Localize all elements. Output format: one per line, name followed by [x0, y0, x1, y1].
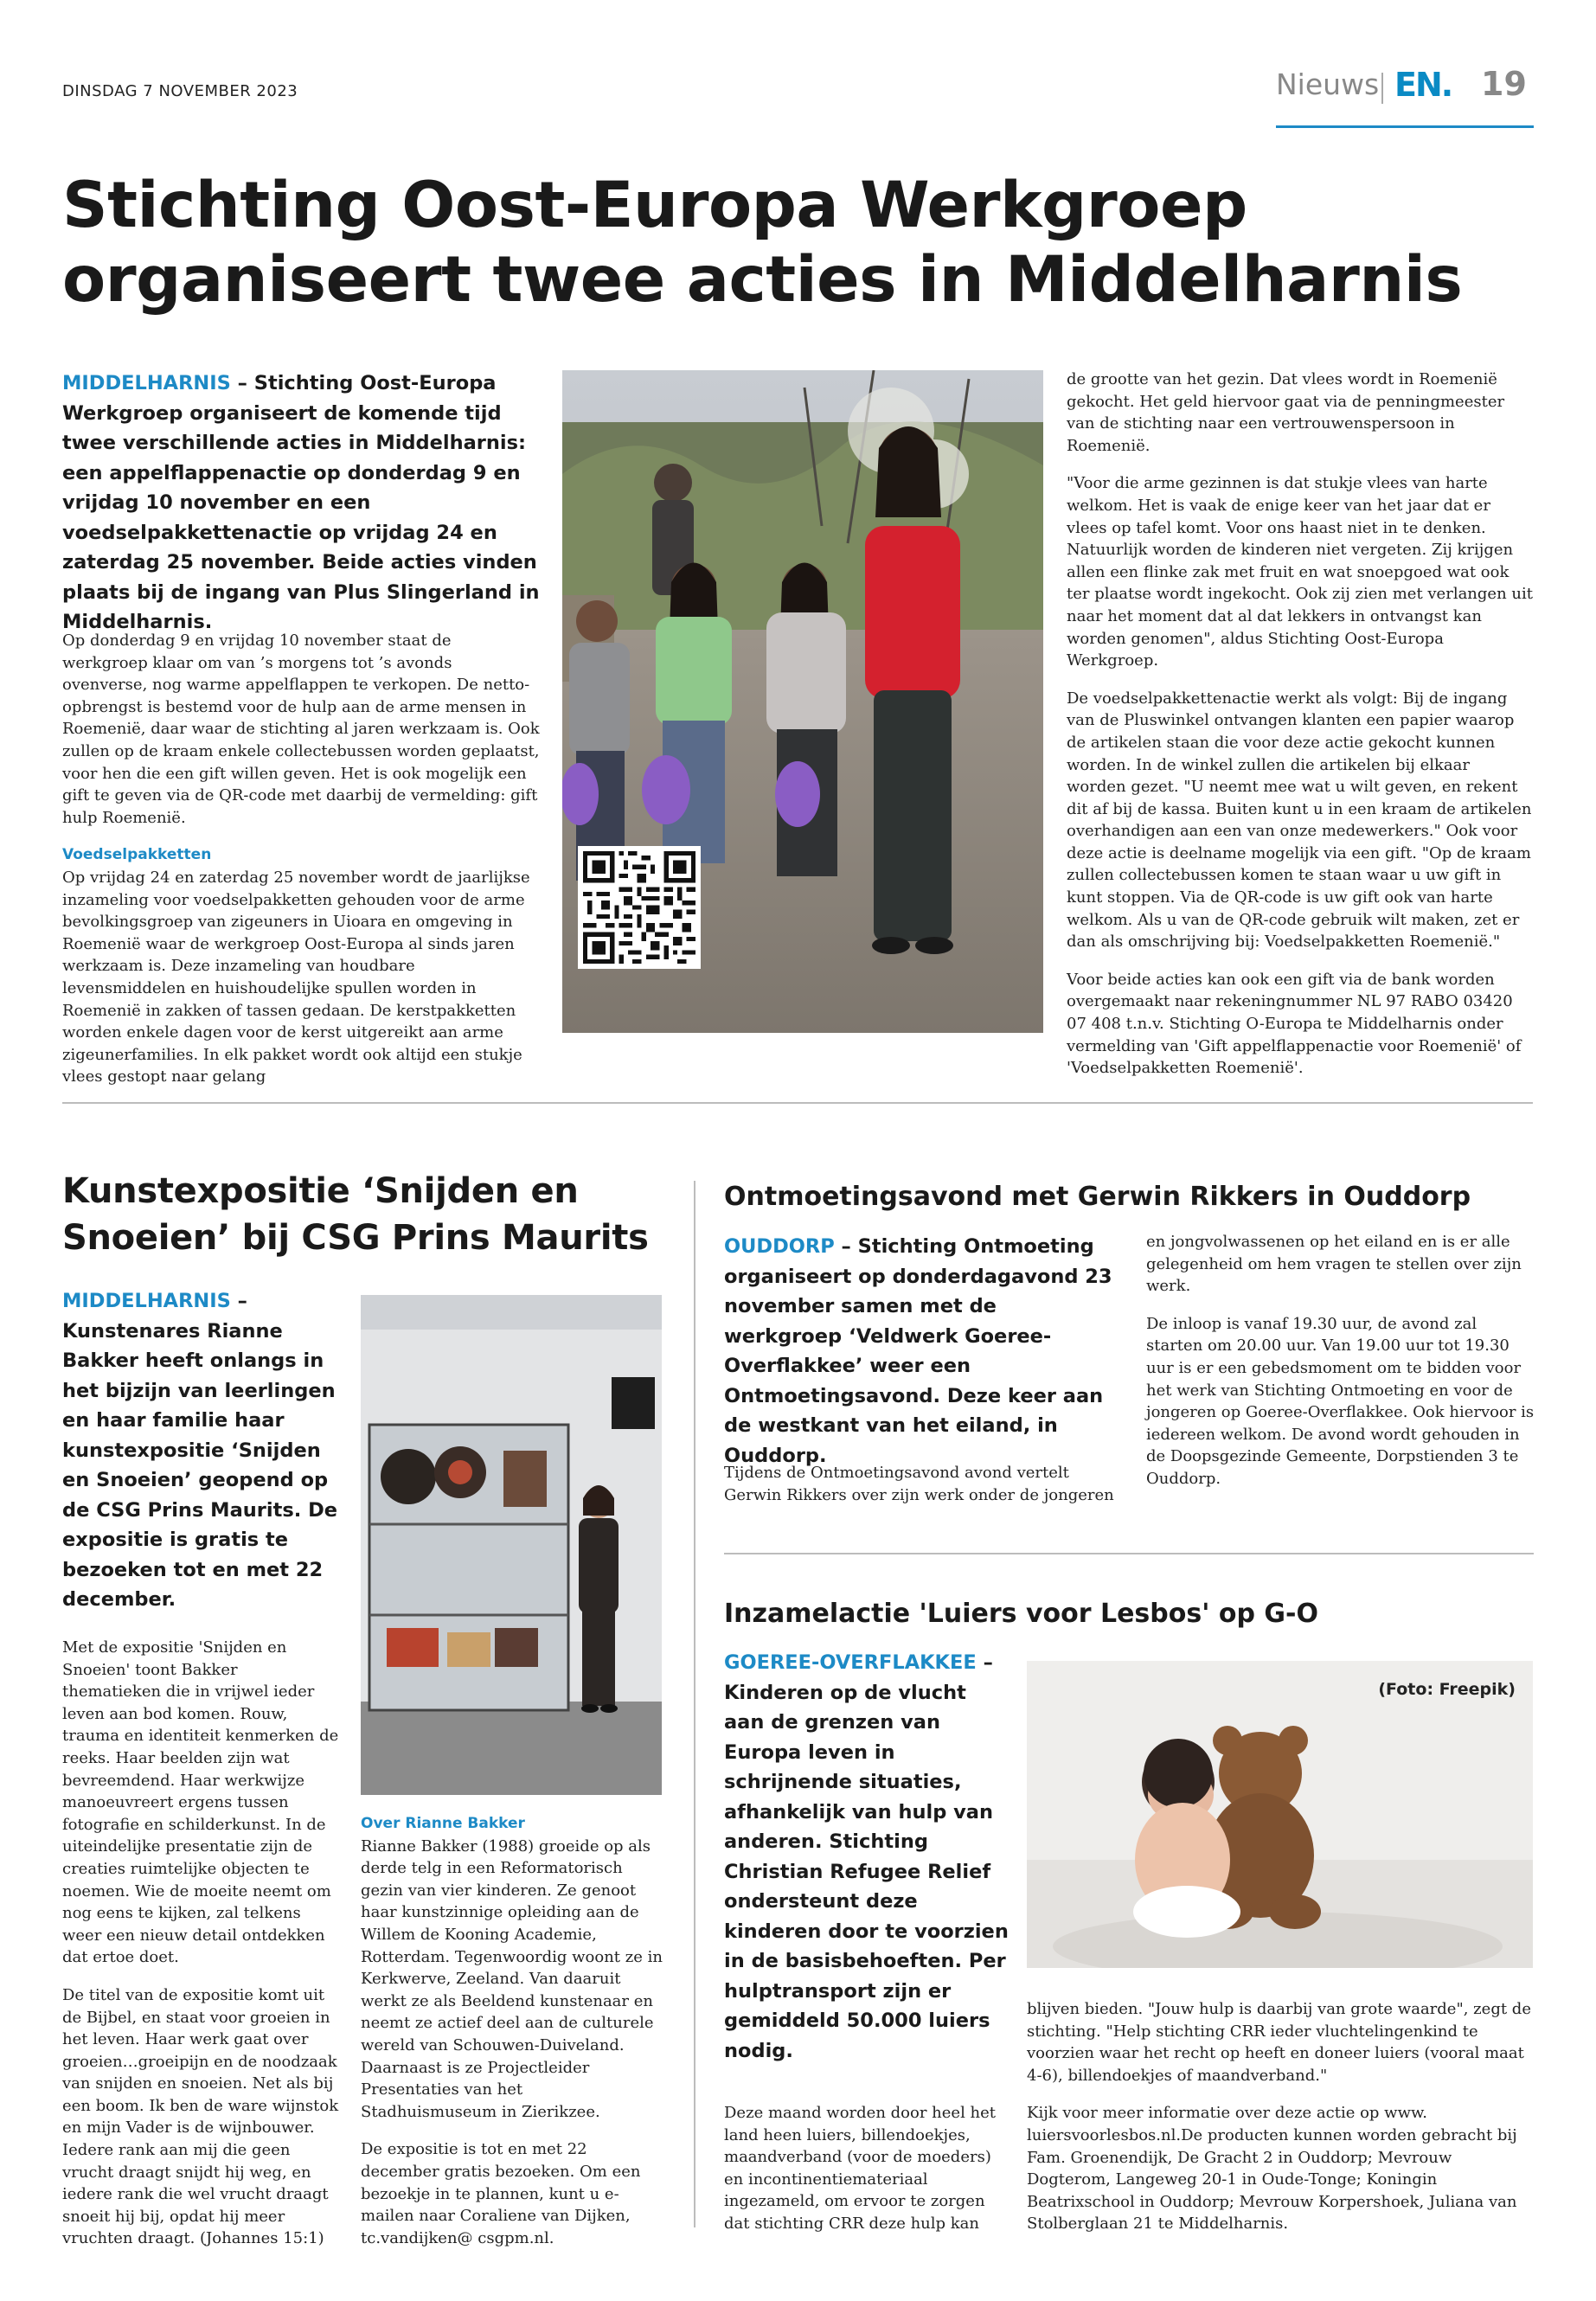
article1-col3	[1067, 369, 1534, 1095]
article1-lead-text: Stichting Oost-Europa Werkgroep organiseert de komende tijd twee verschillende acties in Middelharnis: een appelflappenactie op donderdag 9 en vrijdag 10 november en een voedselpakkettenactie op vrijdag 24 en zaterdag 25 november. Beide acties vinden plaats bij de ingang van Plus Slingerland in Middelharnis.	[62, 372, 540, 633]
article1-p4: "Voor die arme gezinnen is dat stukje vlees van harte welkom. Het is vaak de enige keer van het jaar dat er vlees op tafel komt. Voor ons haast niet in te denken. Natuurlijk worden de kinderen niet vergeten. Zij krijgen allen een flinke zak met fruit en wat snoepgoed wat ook ter plaatse wordt ingekocht. Ook zij zien met verlangen uit naar het moment dat al dat lekkers in ontvangst kan worden genomen", aldus Stichting Oost-Europa Werkgroep.	[1067, 474, 1533, 670]
article2-col2	[361, 1813, 663, 2265]
article4-p2: blijven bieden. "Jouw hulp is daarbij van grote waarde", zegt de stichting. "Help stichting CRR ieder vluchtelingenkind te voorzien waar het recht op heeft en doneer luiers (vooral maat 4-6), billendoekjes of maandverband."	[1027, 2000, 1531, 2085]
article4-p3: Kijk voor meer informatie over deze actie op www. luiersvoorlesbos.nl.De producten kunnen worden gebracht bij Fam. Groenendijk, De Gracht 2 in Ouddorp; Mevrouw Dogterom, Langeweg 20-1 in Oude-Tonge; Koningin Beatrixschool in Ouddorp; Mevrouw Korpershoek, Juliana van Stolberglaan 21 te Middelharnis.	[1027, 2104, 1517, 2234]
article3-lead-text: Stichting Ontmoeting organiseert op donderdagavond 23 november samen met de werkgroep ‘Veldwerk Goeree-Overflakkee’ weer een Ontmoetingsavond. Deze keer aan de westkant van het eiland, in Ouddorp.	[724, 1235, 1112, 1467]
header-rule	[1276, 125, 1534, 128]
article1-photo	[562, 370, 1043, 1033]
article1-p2: Op vrijdag 24 en zaterdag 25 november wordt de jaarlijkse inzameling voor voedselpakketten gehouden voor de arme bevolkingsgroep van zigeuners in Uioara en omgeving in Roemenië waar de werkgroep Oost-Europa al sinds jaren werkzaam is. Deze inzameling van houdbare levensmiddelen en huishoudelijke spullen worden in Roemenië in zakken of tassen gedaan. De kerstpakketten worden enkele dagen voor de kerst uitgereikt aan arme zigeunerfamilies. In elk pakket wordt ook altijd een stukje vlees gestopt naar gelang	[62, 868, 530, 1086]
article3-p1: Tijdens de Ontmoetingsavond avond vertelt Gerwin Rikkers over zijn werk onder de jongeren	[724, 1464, 1114, 1504]
article2-p1: Met de expositie 'Snijden en Snoeien' toont Bakker thematieken die in vrijwel ieder leven aan bod komen. Rouw, trauma en identiteit kenmerken de reeks. Haar beelden zijn wat bevreemdend. Haar werkwijze manoeuvreert ergens tussen fotografie en schilderkunst. In de uiteindelijke presentatie zijn de creaties ruimtelijke objecten te noemen. Wie de moeite neemt om nog eens te kijken, zal telkens weer een nieuw detail ontdekken dat ertoe doet.	[62, 1638, 339, 1967]
article3-headline: Ontmoetingsavond met Gerwin Rikkers in Ouddorp	[724, 1182, 1471, 1212]
article-divider	[724, 1553, 1534, 1554]
article1-subhead: Voedselpakketten	[62, 846, 212, 864]
article1-p6: Voor beide acties kan ook een gift via de bank worden overgemaakt naar rekeningnummer NL 97 RABO 03420 07 408 t.n.v. Stichting O-Europa te Middelharnis onder vermelding van 'Gift appelflappenactie voor Roemenië' of 'Voedselpakketten Roemenië'.	[1067, 970, 1522, 1078]
article1-dateline: MIDDELHARNIS	[62, 372, 231, 394]
section-divider	[62, 1102, 1533, 1104]
article2-headline-line2: Snoeien’ bij CSG Prins Maurits	[62, 1218, 649, 1258]
article2-subhead: Over Rianne Bakker	[361, 1815, 525, 1832]
article1-p5: De voedselpakkettenactie werkt als volgt: Bij de ingang van de Pluswinkel ontvangen klanten een papier waarop de artikelen staan die voor deze actie gekocht kunnen worden. In de winkel zullen die artikelen bij elkaar worden gezet. "U neemt mee wat u wilt geven, en rekent dit af bij de kassa. Buiten kunt u in een kraam de artikelen overhandigen aan een van onze medewerkers." Ook voor deze actie is deelname mogelijk via een gift. "Op de kraam zullen collectebussen komen te staan waar u uw gift in kunt stoppen. Via de QR-code is uw gift ook van harte welkom. Als u van de QR-code gebruik wilt maken, zet er dan als omschrijving bij: Voedselpakketten Roemenië."	[1067, 689, 1532, 952]
article3-dateline: OUDDORP	[724, 1235, 835, 1258]
article2-headline	[62, 1168, 676, 1261]
article1-p3: de grootte van het gezin. Dat vlees wordt in Roemenië gekocht. Het geld hiervoor gaat via de penningmeester van de stichting naar een vertrouwenspersoon in Roemenië.	[1067, 370, 1505, 455]
newspaper-logo: EN.	[1394, 66, 1452, 104]
article3-p3: De inloop is vanaf 19.30 uur, de avond zal starten om 20.00 uur. Van 19.00 uur tot 19.30 uur is er een gebedsmoment om te bidden voor het werk van Stichting Ontmoeting en voor de jongeren op Goeree-Overflakkee. Ook hiervoor is iedereen welkom. De avond wordt gehouden in de Doopsgezinde Gemeente, Dorpstienden 3 te Ouddorp.	[1146, 1314, 1535, 1488]
article4-col2	[1027, 1998, 1533, 2251]
article2-p4: De expositie is tot en met 22 december gratis bezoeken. Om een bezoekje in te plannen, kunt u e-mailen naar Coraliene van Dijken, tc.vandijken@ csgpm.nl.	[361, 2140, 641, 2247]
page-number: 19	[1481, 65, 1527, 103]
article4-lead: GOEREE-OVERFLAKKEE – Kinderen op de vlucht aan de grenzen van Europa leven in schrijnende situaties, afhankelijk van hulp van anderen. Stichting Christian Refugee Relief ondersteunt deze kinderen door te voorzien in de basisbehoeften. Per hulptransport zijn er gemiddeld 50.000 luiers nodig.	[724, 1651, 1009, 2062]
article1-lead: MIDDELHARNIS – Stichting Oost-Europa Werkgroep organiseert de komende tijd twee verschillende acties in Middelharnis: een appelflappenactie op donderdag 9 en vrijdag 10 november en een voedselpakkettenactie op vrijdag 24 en zaterdag 25 november. Beide acties vinden plaats bij de ingang van Plus Slingerland in Middelharnis.	[62, 372, 540, 633]
article1-headline	[62, 169, 1533, 317]
article2-col1	[62, 1637, 341, 2266]
article2-p2: De titel van de expositie komt uit de Bijbel, en staat voor groeien in het leven. Haar werk gaat over groeien…groeipijn en de noodzaak van snijden en snoeien. Net als bij een boom. Ik ben de ware wijnstok en mijn Vader is de wijnbouwer. Iedere rank aan mij die geen vrucht draagt snijdt hij weg, en iedere rank die wel vrucht draagt snoeit hij bij, opdat hij meer vruchten draagt. (Johannes 15:1)	[62, 1985, 339, 2248]
article2-lead: MIDDELHARNIS – Kunstenares Rianne Bakker heeft onlangs in het bijzijn van leerlingen en haar familie haar kunstexpositie ‘Snijden en Snoeien’ geopend op de CSG Prins Maurits. De expositie is gratis te bezoeken tot en met 22 december.	[62, 1290, 338, 1611]
article4-photo	[1027, 1661, 1533, 1968]
column-divider	[694, 1181, 695, 2227]
qr-code-icon	[578, 846, 701, 969]
article1-headline-line1: Stichting Oost-Europa Werkgroep	[62, 169, 1247, 242]
article2-headline-line1: Kunstexpositie ‘Snijden en	[62, 1171, 579, 1211]
header-divider	[1381, 73, 1383, 104]
article4-dateline: GOEREE-OVERFLAKKEE	[724, 1651, 977, 1674]
article3-p2: en jongvolwassenen op het eiland en is er alle gelegenheid om hem vragen te stellen over zijn werk.	[1146, 1233, 1522, 1296]
article1-p1: Op donderdag 9 en vrijdag 10 november staat de werkgroep klaar om van ’s morgens tot ’s avonds ovenverse, nog warme appelflappen te verkopen. De netto-opbrengst is bestemd voor de hulp aan de arme mensen in Roemenië, daar waar de stichting al jaren werkzaam is. Ook zullen op de kraam enkele collectebussen worden geplaatst, voor hen die een gift willen geven. Het is ook mogelijk een gift te geven via de QR-code met daarbij de vermelding: gift hulp Roemenië.	[62, 631, 540, 827]
article3-col2	[1146, 1231, 1535, 1506]
article1-col1	[62, 630, 540, 1104]
article2-p3: Rianne Bakker (1988) groeide op als derde telg in een Reformatorisch gezin van vier kinderen. Ze genoot haar kunstzinnige opleiding aan de Willem de Kooning Academie, Rotterdam. Tegenwoordig woont ze in Kerkwerve, Zeeland. Van daaruit werkt ze als Beeldend kunstenaar en neemt ze actief deel aan de culturele wereld van Schouwen-Duiveland. Daarnaast is ze Projectleider Presentaties van het Stadhuismuseum in Zierikzee.	[361, 1836, 663, 2121]
article2-dateline: MIDDELHARNIS	[62, 1290, 231, 1312]
article4-headline: Inzamelactie 'Luiers voor Lesbos' op G-O	[724, 1599, 1318, 1629]
article4-col1	[724, 2102, 1010, 2251]
article4-lead-text: Kinderen op de vlucht aan de grenzen van Europa leven in schrijnende situaties, afhankelijk van hulp van anderen. Stichting Christian Refugee Relief ondersteunt deze kinderen door te voorzien in de basisbehoeften. Per hulptransport zijn er gemiddeld 50.000 luiers nodig.	[724, 1681, 1009, 2062]
section-name: Nieuws	[1276, 67, 1380, 101]
article3-col1	[724, 1462, 1115, 1522]
article3-lead: OUDDORP – Stichting Ontmoeting organiseert op donderdagavond 23 november samen met de werkgroep ‘Veldwerk Goeree-Overflakkee’ weer een Ontmoetingsavond. Deze keer aan de westkant van het eiland, in Ouddorp.	[724, 1235, 1112, 1467]
issue-date: DINSDAG 7 NOVEMBER 2023	[62, 82, 298, 100]
photo-credit: (Foto: Freepik)	[1378, 1680, 1516, 1699]
article1-headline-line2: organiseert twee acties in Middelharnis	[62, 243, 1463, 317]
article4-p1: Deze maand worden door heel het land heen luiers, billendoekjes, maandverband (voor de moeders) en incontinentiemateriaal ingezameld, om ervoor te zorgen dat stichting CRR deze hulp kan	[724, 2104, 997, 2233]
article2-photo	[361, 1295, 662, 1795]
article2-lead-text: Kunstenares Rianne Bakker heeft onlangs in het bijzijn van leerlingen en haar familie haar kunstexpositie ‘Snijden en Snoeien’ geopend op de CSG Prins Maurits. De expositie is gratis te bezoeken tot en met 22 december.	[62, 1319, 338, 1611]
